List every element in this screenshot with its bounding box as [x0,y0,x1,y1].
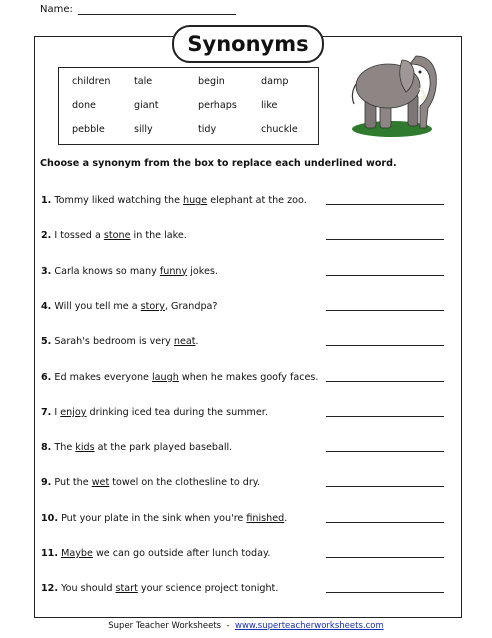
question-text-after: your science project tonight. [137,583,279,595]
underlined-word: enjoy [60,406,87,418]
question-text-after: jokes. [187,265,218,277]
question-text-before: Sarah's bedroom is very [54,336,174,348]
word-bank-item: begin [198,76,225,87]
question-number: 10. [41,512,58,524]
answer-blank[interactable] [326,239,444,240]
question-item [41,442,232,453]
question-text-before: Will you tell me a [54,300,141,312]
word-bank-item: tale [134,76,153,87]
underlined-word: laugh [152,371,179,383]
answer-blank[interactable] [326,557,444,558]
footer-separator: - [226,621,230,631]
word-bank-item: giant [134,100,159,111]
underlined-word: finished [246,512,285,524]
question-item [41,513,287,524]
word-bank-item: damp [261,76,289,87]
question-text-before: Put your plate in the sink when you're [61,512,247,524]
underlined-word: story [140,300,165,312]
underlined-word: neat [173,336,196,348]
question-item [41,548,270,559]
question-number: 1. [41,195,52,206]
question-item [41,195,307,206]
footer-url[interactable]: www.superteacherworksheets.com [235,621,384,631]
question-number: 7. [41,406,52,418]
answer-blank[interactable] [326,345,444,346]
question-text-after: we can go outside after lunch today. [92,548,271,559]
underlined-word: huge [183,195,208,206]
question-text-after: at the park played baseball. [94,442,233,454]
question-item [41,301,218,312]
question-number: 9. [41,477,52,489]
answer-blank[interactable] [326,451,444,452]
answer-blank[interactable] [326,592,444,593]
question-item [41,230,187,241]
name-line [78,14,236,15]
underlined-word: kids [75,442,95,454]
answer-blank[interactable] [326,416,444,417]
answer-blank[interactable] [326,381,444,382]
underlined-word: start [115,583,138,595]
footer [0,621,492,631]
question-item [41,336,199,347]
answer-blank[interactable] [326,310,444,311]
question-number: 12. [41,583,58,595]
page-title: Synonyms [172,25,324,63]
question-number: 6. [41,371,52,383]
question-item [41,583,278,594]
word-bank-item: tidy [198,124,217,135]
question-text-before: Tommy liked watching the [54,195,184,206]
word-bank-item: like [261,100,278,111]
underlined-word: stone [103,230,131,242]
question-number: 11. [41,548,58,559]
answer-blank[interactable] [326,486,444,487]
question-item [41,477,260,488]
question-number: 3. [41,265,52,277]
question-text-after: , Grandpa? [164,300,218,312]
question-text-before: Carla knows so many [54,265,160,277]
question-item [41,407,268,418]
answer-blank[interactable] [326,275,444,276]
instruction-text: Choose a synonym from the box to replace each underlined word. [40,158,397,169]
question-text-before: Put the [54,477,92,489]
answer-blank[interactable] [326,522,444,523]
question-item [41,372,318,383]
word-bank-item: perhaps [198,100,237,111]
question-number: 5. [41,336,52,348]
underlined-word: funny [159,265,188,277]
footer-brand: Super Teacher Worksheets [108,621,222,631]
name-label: Name: [40,4,73,15]
question-text-after: in the lake. [130,230,187,242]
question-text-after: towel on the clothesline to dry. [109,477,261,489]
question-text-before: Ed makes everyone [54,371,152,383]
question-text-after: drinking iced tea during the summer. [86,406,268,418]
question-text-before: I [54,406,61,418]
word-bank-item: children [72,76,111,87]
question-text-after: when he makes goofy faces. [178,371,319,383]
word-bank-item: done [72,100,96,111]
underlined-word: Maybe [61,548,93,559]
question-number: 4. [41,300,52,312]
question-item [41,266,218,277]
question-number: 2. [41,230,52,242]
elephant-icon [340,34,440,138]
word-bank-item: pebble [72,124,105,135]
word-bank-item: chuckle [261,124,298,135]
question-number: 8. [41,442,52,454]
question-text-before: You should [61,583,116,595]
underlined-word: wet [91,477,110,489]
question-text-after: elephant at the zoo. [207,195,307,206]
answer-blank[interactable] [326,204,444,205]
question-text-before: The [54,442,76,454]
question-text-after: . [284,512,288,524]
word-bank-item: silly [134,124,153,135]
question-text-after: . [195,336,199,348]
question-text-before: I tossed a [54,230,104,242]
